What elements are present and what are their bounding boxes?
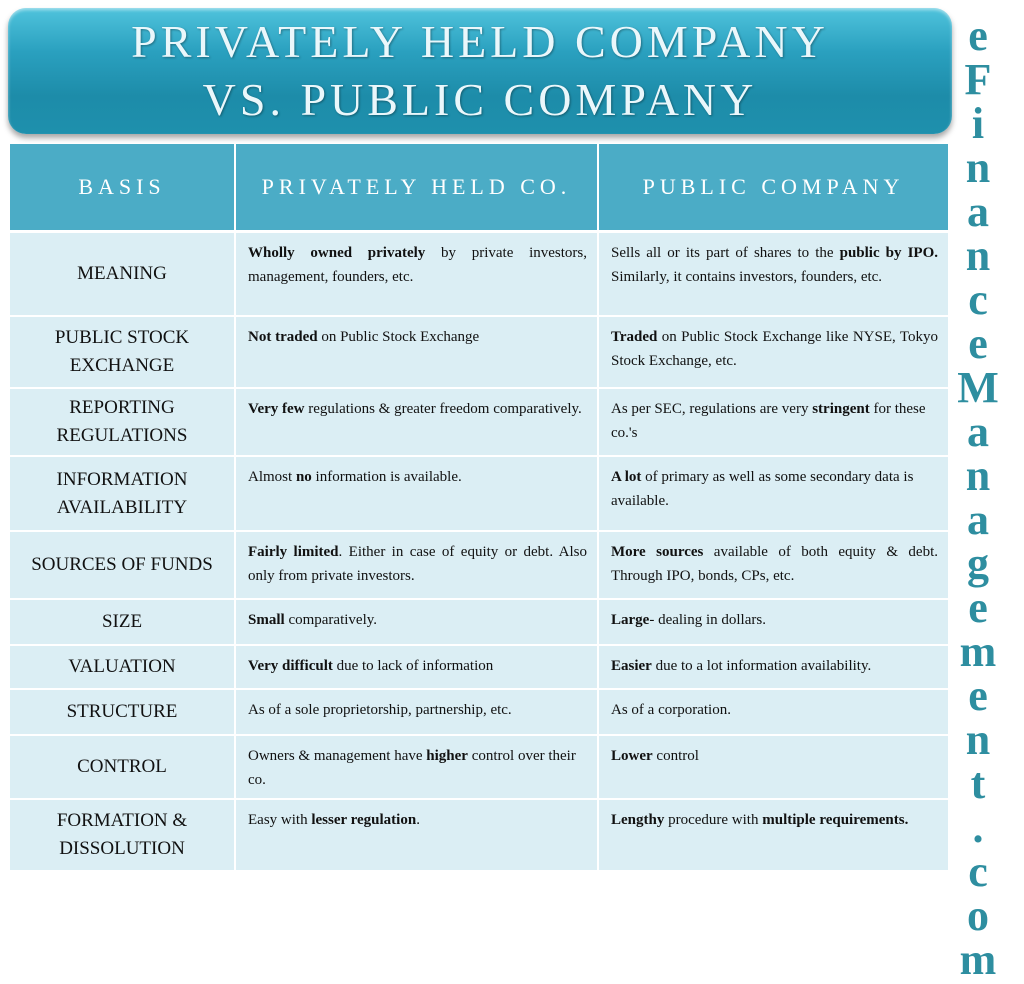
basis-cell: STRUCTURE	[10, 690, 236, 736]
bold-text: Fairly limited	[248, 544, 339, 560]
brand-vertical-text	[950, 11, 1006, 984]
brand-letter: a	[967, 407, 989, 456]
bold-text: Very difficult	[248, 658, 333, 674]
bold-text: stringent	[812, 401, 870, 417]
private-cell	[236, 600, 599, 646]
text: . Either in case of equity or debt. Also only from private investors.	[248, 544, 587, 584]
title-line-2: VS. PUBLIC COMPANY	[202, 74, 758, 125]
table-row	[10, 800, 948, 872]
brand-letter: F	[964, 55, 992, 104]
private-cell	[236, 690, 599, 736]
basis-cell: REPORTING REGULATIONS	[10, 389, 236, 457]
text: Similarly, it contains investors, founders, etc.	[611, 269, 883, 285]
bold-text: public by IPO.	[839, 245, 938, 261]
text: Almost	[248, 469, 296, 485]
text: for these co.'s	[611, 401, 926, 441]
table-row	[10, 457, 948, 532]
bold-text: multiple requirements.	[762, 812, 909, 828]
brand-letter: c	[968, 275, 988, 324]
bold-text: Lower	[611, 748, 653, 764]
text: available of both equity & debt. Through IPO, bonds, CPs, etc.	[611, 544, 939, 584]
table-row	[10, 690, 948, 736]
public-cell	[599, 646, 948, 690]
text: on Public Stock Exchange like NYSE, Tokyo Stock Exchange, etc.	[611, 329, 938, 369]
brand-letter: i	[971, 99, 985, 148]
public-cell	[599, 532, 948, 600]
private-cell	[236, 646, 599, 690]
table-row	[10, 600, 948, 646]
bold-text: Easier	[611, 658, 652, 674]
bold-text: A lot	[611, 469, 642, 485]
text: As of a sole proprietorship, partnership, etc.	[248, 702, 512, 718]
private-cell	[236, 389, 599, 457]
brand-letter: e	[968, 583, 988, 632]
bold-text: Lengthy	[611, 812, 665, 828]
title-banner	[8, 8, 952, 134]
text: control over their co.	[248, 748, 576, 788]
public-cell	[599, 690, 948, 736]
basis-cell: CONTROL	[10, 736, 236, 800]
brand-letter: o	[967, 891, 989, 940]
table-header-row	[10, 144, 948, 233]
bold-text: Traded	[611, 329, 658, 345]
public-cell	[599, 736, 948, 800]
text: As per SEC, regulations are very	[611, 401, 813, 417]
header-public: PUBLIC COMPANY	[599, 144, 948, 233]
header-private: PRIVATELY HELD CO.	[236, 144, 599, 233]
basis-cell: INFORMATION AVAILABILITY	[10, 457, 236, 532]
table-row	[10, 532, 948, 600]
brand-letter: n	[965, 143, 991, 192]
bold-text: Large	[611, 612, 650, 628]
table-row	[10, 736, 948, 800]
text: comparatively.	[284, 612, 378, 628]
text: by private investors, management, founders, etc.	[248, 245, 587, 285]
brand-letter: e	[968, 319, 988, 368]
bold-text: no	[295, 469, 312, 485]
text: Sells all or its part of shares to the	[611, 245, 840, 261]
brand-letter: e	[968, 11, 988, 60]
text: due to a lot information availability.	[651, 658, 872, 674]
basis-cell: PUBLIC STOCK EXCHANGE	[10, 317, 236, 389]
public-cell	[599, 600, 948, 646]
bold-text: More sources	[611, 544, 704, 560]
table-row	[10, 317, 948, 389]
bold-text: Not traded	[248, 329, 318, 345]
private-cell	[236, 532, 599, 600]
table-row	[10, 233, 948, 317]
text: control	[652, 748, 699, 764]
brand-letter: M	[957, 363, 999, 412]
text: information is available.	[311, 469, 462, 485]
brand-letter: n	[965, 451, 991, 500]
brand-letter: n	[965, 715, 991, 764]
brand-letter: t	[970, 759, 986, 808]
comparison-table	[10, 144, 948, 872]
text: procedure with	[664, 812, 763, 828]
public-cell	[599, 457, 948, 532]
private-cell	[236, 233, 599, 317]
brand-letter: m	[959, 627, 997, 676]
public-cell	[599, 317, 948, 389]
bold-text: lesser regulation	[311, 812, 417, 828]
title-line-1: PRIVATELY HELD COMPANY	[131, 16, 829, 67]
text: Owners & management have	[248, 748, 427, 764]
brand-letter: e	[968, 671, 988, 720]
brand-letter: .	[972, 803, 984, 852]
text: of primary as well as some secondary data is available.	[611, 469, 914, 509]
brand-letter: g	[967, 539, 989, 588]
private-cell	[236, 317, 599, 389]
public-cell	[599, 233, 948, 317]
public-cell	[599, 800, 948, 872]
basis-cell: SIZE	[10, 600, 236, 646]
public-cell	[599, 389, 948, 457]
private-cell	[236, 800, 599, 872]
text: .	[416, 812, 420, 828]
private-cell	[236, 457, 599, 532]
brand-letter: m	[959, 935, 997, 984]
brand-letter: a	[967, 495, 989, 544]
text: As of a corporation.	[611, 702, 731, 718]
basis-cell: MEANING	[10, 233, 236, 317]
brand-letter: a	[967, 187, 989, 236]
text: on Public Stock Exchange	[317, 329, 480, 345]
bold-text: Very few	[248, 401, 305, 417]
table-row	[10, 389, 948, 457]
basis-cell: FORMATION & DISSOLUTION	[10, 800, 236, 872]
header-basis: BASIS	[10, 144, 236, 233]
bold-text: higher	[426, 748, 468, 764]
text: due to lack of information	[332, 658, 494, 674]
text: - dealing in dollars.	[649, 612, 766, 628]
bold-text: Small	[248, 612, 285, 628]
brand-letter: c	[968, 847, 988, 896]
brand-letter: n	[965, 231, 991, 280]
basis-cell: SOURCES OF FUNDS	[10, 532, 236, 600]
bold-text: Wholly owned privately	[248, 245, 426, 261]
private-cell	[236, 736, 599, 800]
table-row	[10, 646, 948, 690]
text: Easy with	[248, 812, 312, 828]
text: regulations & greater freedom comparatively.	[304, 401, 582, 417]
basis-cell: VALUATION	[10, 646, 236, 690]
